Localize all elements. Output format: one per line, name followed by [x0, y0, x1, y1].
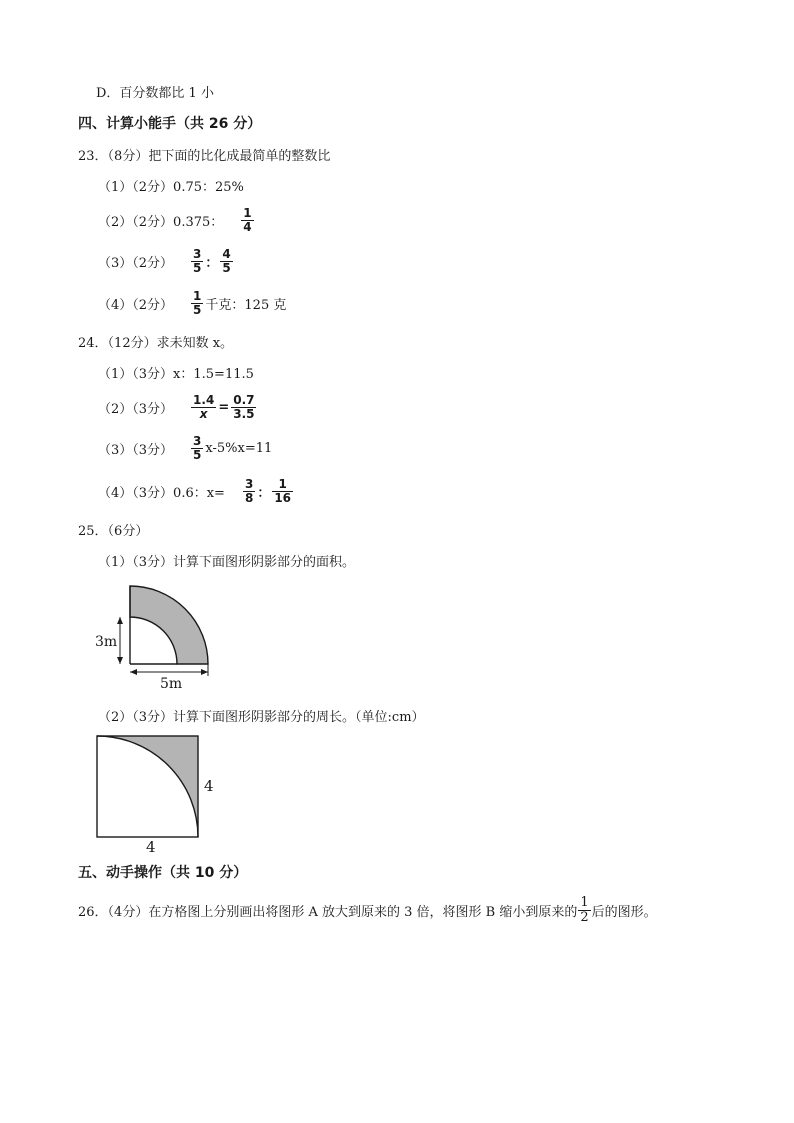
- q23-item-1: （1）（2分）0.75：25%: [98, 180, 244, 195]
- fraction: $\frac{1}{2}$: [580, 895, 589, 925]
- q23-item-2: （2）（2分） 0.375： $\frac{1}{4}$: [98, 206, 252, 234]
- fraction: $\frac{3}{5}$: [193, 247, 202, 275]
- q24-stem: 24．（12分）求未知数 x。: [78, 336, 234, 351]
- section-4-title: 四、计算小能手（共 26 分）: [78, 116, 262, 132]
- fraction: $\frac{1}{5}$: [193, 289, 202, 317]
- height-label: 3m: [95, 634, 118, 650]
- q23-stem: 23．（8分）把下面的比化成最简单的整数比: [78, 149, 331, 164]
- fraction: $\frac{1}{4}$: [243, 206, 252, 234]
- q24-item-3: （3）（3分） $\frac{3}{5}$ x-5%x=11: [98, 434, 273, 462]
- side-label: 4: [204, 777, 214, 795]
- fraction: $\frac{4}{5}$: [222, 247, 231, 275]
- q26: 26．（4分）在方格图上分别画出将图形 A 放大到原来的 3 倍，将图形 B 缩小到原来的 $\frac{1}{2}$ 后的图形。: [78, 895, 657, 925]
- q25-part-2: （2）（3分）计算下面图形阴影部分的周长。（单位:cm）: [98, 710, 425, 725]
- q25-stem: 25．（6分）: [78, 524, 149, 539]
- q24-item-2: （2）（3分） $\frac{1.4}{x}$ = $\frac{0.7}{3.5}$: [98, 393, 255, 421]
- fraction: $\frac{3}{5}$: [193, 434, 202, 462]
- annulus-figure: [90, 580, 220, 690]
- fraction: $\frac{3}{8}$: [244, 477, 254, 505]
- q24-item-1: （1）（3分）x：1.5=11.5: [98, 367, 254, 382]
- shaded-corner: [97, 736, 198, 837]
- shaded-ring: [130, 586, 208, 664]
- section-5-title: 五、动手操作（共 10 分）: [78, 865, 248, 881]
- fraction: $\frac{1}{16}$: [274, 477, 292, 505]
- q25-part-1: （1）（3分）计算下面图形阴影部分的面积。: [98, 555, 356, 570]
- q24-item-4: （4）（3分） 0.6：x= $\frac{3}{8}$ ： $\frac{1}{16}$: [98, 477, 292, 505]
- square-arc-figure: [90, 730, 230, 856]
- fraction: $\frac{1.4}{x}$: [193, 393, 215, 421]
- fraction: $\frac{0.7}{3.5}$: [233, 393, 255, 421]
- option-d: D．百分数都比 1 小: [96, 86, 214, 101]
- q23-item-4: （4）（2分） $\frac{1}{5}$ 千克：125 克: [98, 289, 287, 317]
- width-label: 5m: [160, 676, 183, 690]
- bottom-label: 4: [146, 838, 156, 856]
- q23-item-3: （3）（2分） $\frac{3}{5}$ ： $\frac{4}{5}$: [98, 247, 231, 275]
